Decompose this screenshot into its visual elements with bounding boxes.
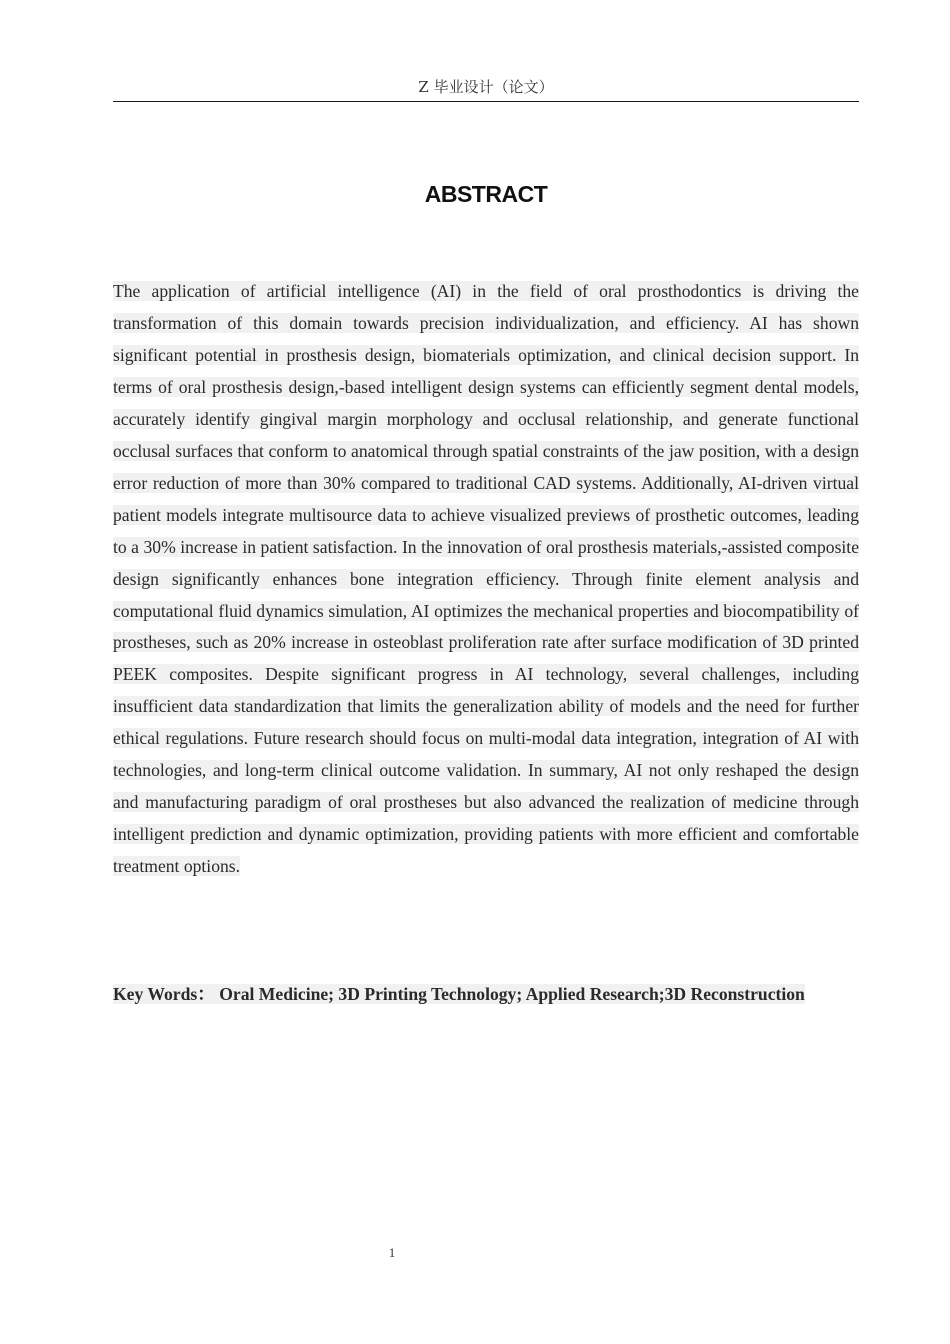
page-header bbox=[113, 76, 859, 102]
header-title: Z 毕业设计（论文） bbox=[418, 78, 554, 96]
abstract-text: The application of artificial intelligence (AI) in the field of oral prosthodontics is driving the transformation of this domain towards precision individualization, and efficiency. AI has shown significant potential in prosthesis design, biomaterials optimization, and clinical decision support. In terms of oral prosthesis design,-based intelligent design systems can efficiently segment dental models, accurately identify gingival margin morphology and occlusal relationship, and generate functional occlusal surfaces that conform to anatomical through spatial constraints of the jaw position, with a design error reduction of more than 30% compared to traditional CAD systems. Additionally, AI-driven virtual patient models integrate multisource data to achieve visualized previews of prosthetic outcomes, leading to a 30% increase in patient satisfaction. In the innovation of oral prosthesis materials,-assisted composite design significantly enhances bone integration efficiency. Through finite element analysis and computational fluid dynamics simulation, AI optimizes the mechanical properties and biocompatibility of prostheses, such as 20% increase in osteoblast proliferation rate after surface modification of 3D printed PEEK composites. Despite significant progress in AI technology, several challenges, including insufficient data standardization that limits the generalization ability of models and the need for further ethical regulations. Future research should focus on multi-modal data integration, integration of AI with technologies, and long-term clinical outcome validation. In summary, AI not only reshaped the design and manufacturing paradigm of oral prostheses but also advanced the realization of medicine through intelligent prediction and dynamic optimization, providing patients with more efficient and comfortable treatment options. bbox=[113, 281, 859, 877]
abstract-body bbox=[113, 276, 859, 883]
page-number: 1 bbox=[388, 1245, 396, 1260]
keywords-paragraph bbox=[113, 978, 859, 1010]
keywords-text: Key Words： Oral Medicine; 3D Printing Technology; Applied Research;3D Reconstruction bbox=[113, 984, 805, 1004]
abstract-title: ABSTRACT bbox=[424, 181, 548, 207]
